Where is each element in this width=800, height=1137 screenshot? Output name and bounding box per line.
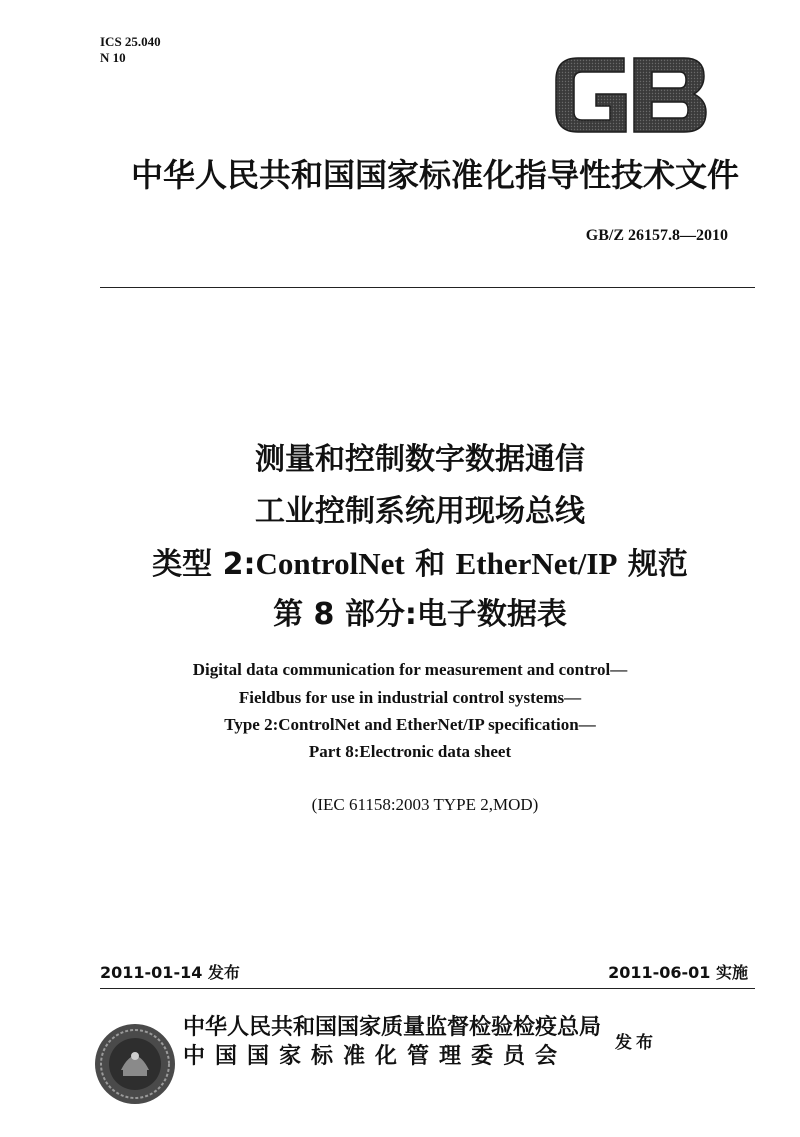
- title-zh-line-3-suffix: 规范: [617, 547, 688, 582]
- title-zh-line-3: [0, 546, 800, 583]
- title-zh-line-4-suffix: 电子数据表: [416, 597, 567, 632]
- issuer-aqsiq: 中华人民共和国国家质量监督检验检疫总局: [183, 1015, 602, 1040]
- publish-label: 发布: [615, 1033, 657, 1053]
- title-zh-line-3-ethernetip: EtherNet/IP: [455, 546, 618, 581]
- issue-date: 2011-01-14 发布: [100, 963, 240, 982]
- title-zh-line-1: 测量和控制数字数据通信: [255, 442, 585, 477]
- title-zh-line-3-mid: 和: [404, 547, 456, 582]
- implementation-date: 2011-06-01 实施: [608, 963, 748, 982]
- bottom-divider: [100, 988, 755, 989]
- ccs-code: N 10: [100, 50, 126, 65]
- issuer-seal-icon: [93, 1022, 177, 1106]
- document-type-heading: 中华人民共和国国家标准化指导性技术文件: [130, 156, 739, 194]
- title-zh-line-4: [0, 597, 800, 633]
- title-en-line-1: Digital data communication for measurement and control—: [192, 660, 628, 679]
- title-en-line-2: Fieldbus for use in industrial control systems—: [238, 688, 582, 707]
- gb-logo: [552, 44, 710, 146]
- title-zh-line-3-prefix: 类型 2:: [152, 547, 256, 582]
- title-en-line-4: Part 8:Electronic data sheet: [308, 742, 512, 761]
- title-zh-line-2: 工业控制系统用现场总线: [255, 494, 585, 529]
- title-zh-line-4-prefix: 第 8 部分:: [273, 597, 417, 632]
- top-divider: [100, 287, 755, 288]
- title-en-line-3: Type 2:ControlNet and EtherNet/IP specification—: [224, 715, 596, 734]
- iec-reference: (IEC 61158:2003 TYPE 2,MOD): [311, 795, 539, 814]
- standard-number: GB/Z 26157.8—2010: [585, 227, 728, 244]
- ics-code: ICS 25.040: [100, 34, 161, 49]
- title-zh-line-3-controlnet: ControlNet: [255, 546, 405, 581]
- issuer-sac: 中国国家标准化管理委员会: [183, 1044, 568, 1069]
